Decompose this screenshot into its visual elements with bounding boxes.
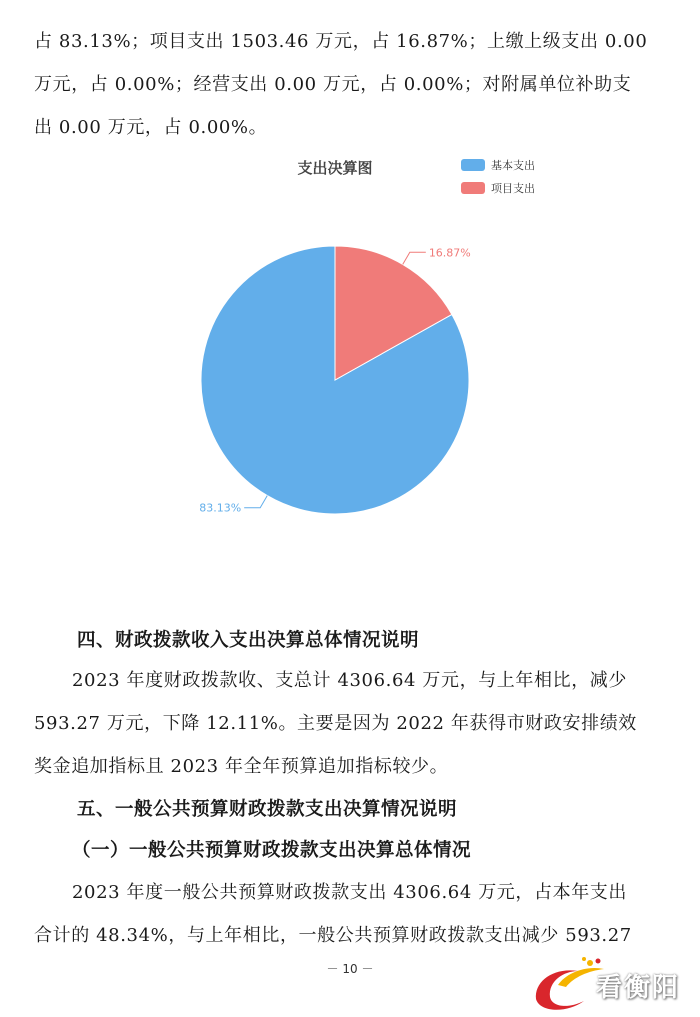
paragraph-line: 合计的 48.34%，与上年相比，一般公共预算财政拨款支出减少 593.27 — [34, 925, 632, 946]
paragraph-line: 593.27 万元，下降 12.11%。主要是因为 2022 年获得市财政安排绩效 — [34, 713, 637, 734]
pie-slices — [201, 246, 469, 514]
pie-data-label-1: 16.87% — [428, 246, 471, 260]
pie-data-label-0: 83.13% — [199, 501, 242, 515]
paragraph-line: 2023 年度一般公共预算财政拨款支出 4306.64 万元，占本年支出 — [72, 882, 628, 903]
paragraph-line: 万元，占 0.00%；经营支出 0.00 万元，占 0.00%；对附属单位补助支 — [34, 74, 632, 95]
paragraph-line: 2023 年度财政拨款收、支总计 4306.64 万元，与上年相比，减少 — [72, 670, 628, 691]
page-number: － 10 － — [326, 962, 374, 976]
legend-label-project: 项目支出 — [491, 182, 535, 195]
section-heading: 四、财政拨款收入支出决算总体情况说明 — [77, 630, 420, 651]
paragraph-line: 占 83.13%；项目支出 1503.46 万元，占 16.87%；上缴上级支出 0.00 — [34, 31, 648, 52]
section-subheading: （一）一般公共预算财政拨款支出决算总体情况 — [72, 840, 472, 861]
paragraph-line: 出 0.00 万元，占 0.00%。 — [34, 117, 268, 138]
section-heading: 五、一般公共预算财政拨款支出决算情况说明 — [77, 799, 458, 820]
pie-leader-line-0 — [244, 496, 267, 508]
legend-swatch-basic — [461, 159, 485, 171]
chart-legend — [461, 158, 535, 195]
expenditure-pie-chart — [150, 145, 570, 525]
legend-label-basic: 基本支出 — [491, 159, 535, 172]
chart-title: 支出决算图 — [297, 159, 373, 177]
watermark-logo — [528, 955, 698, 1013]
pie-leader-line-1 — [403, 252, 426, 264]
paragraph-line: 奖金追加指标且 2023 年全年预算追加指标较少。 — [34, 756, 449, 777]
legend-swatch-project — [461, 182, 485, 194]
watermark-text: 看衡阳 — [596, 973, 681, 1003]
